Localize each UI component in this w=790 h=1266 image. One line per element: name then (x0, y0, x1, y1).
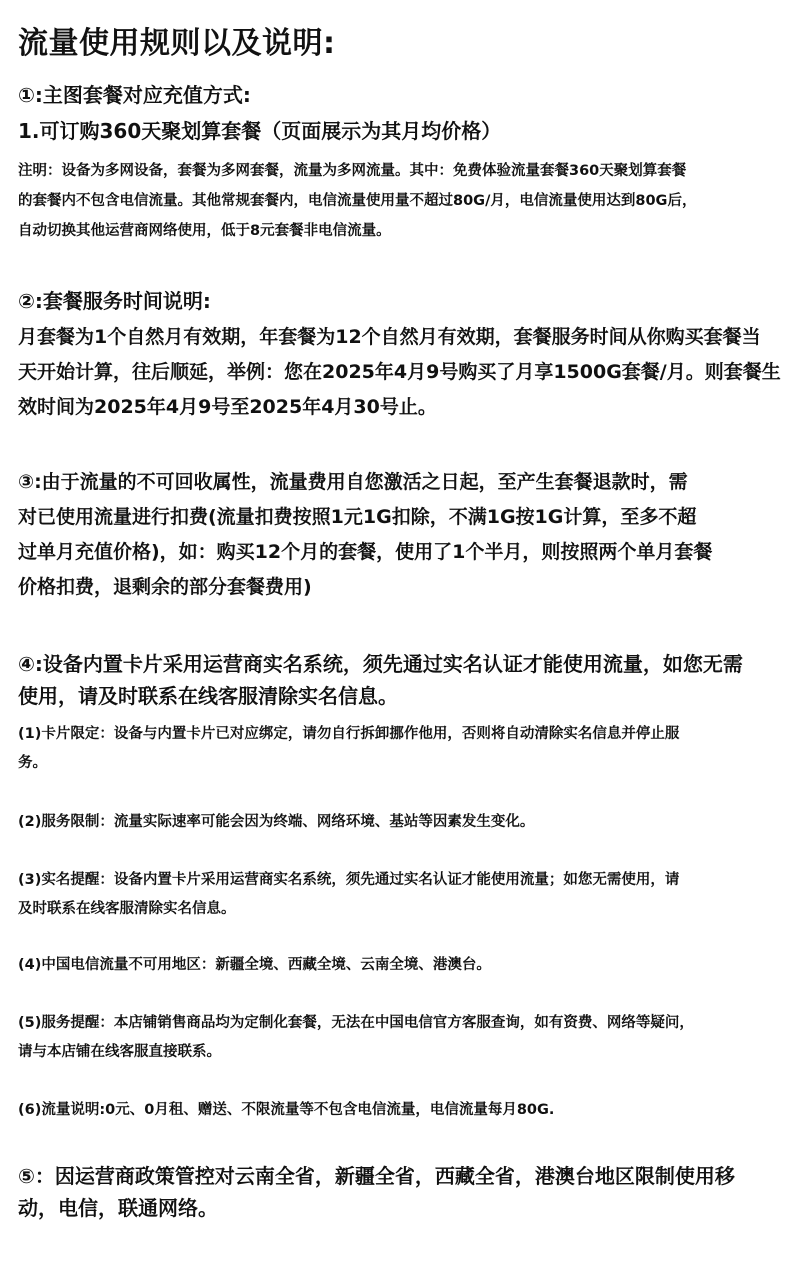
item-line: (2)服务限制：流量实际速率可能会因为终端、网络环境、基站等因素发生变化。 (18, 814, 535, 830)
note-line: 自动切换其他运营商网络使用，低于8元套餐非电信流量。 (18, 223, 391, 239)
paragraph-line: 动，电信，联通网络。 (18, 1196, 218, 1220)
section-4-item-4 (18, 951, 778, 980)
page-title: 流量使用规则以及说明: (18, 26, 336, 61)
paragraph-line: 效时间为2025年4月9号至2025年4月30号止。 (18, 396, 437, 418)
section-3-body (18, 465, 778, 605)
paragraph-line: 使用，请及时联系在线客服清除实名信息。 (18, 684, 398, 708)
item-line: 及时联系在线客服清除实名信息。 (18, 901, 236, 917)
section-2-heading: ②:套餐服务时间说明: (18, 289, 211, 313)
paragraph-line: 过单月充值价格)，如：购买12个月的套餐，使用了1个半月，则按照两个单月套餐 (18, 541, 713, 563)
section-2-body (18, 320, 781, 425)
item-line: (4)中国电信流量不可用地区：新疆全境、西藏全境、云南全境、港澳台。 (18, 957, 491, 973)
item-line: 请与本店铺在线客服直接联系。 (18, 1044, 221, 1060)
section-5-body (18, 1160, 778, 1224)
paragraph-line: 天开始计算，往后顺延，举例：您在2025年4月9号购买了月享1500G套餐/月。则套餐生 (18, 361, 781, 383)
item-line: (5)服务提醒：本店铺销售商品均为定制化套餐，无法在中国电信官方客服查询，如有资费、网络等疑问， (18, 1015, 694, 1031)
section-4-item-5 (18, 1009, 778, 1067)
note-line: 注明：设备为多网设备，套餐为多网套餐，流量为多网流量。其中：免费体验流量套餐360天聚划算套餐 (18, 163, 687, 179)
paragraph-line: ⑤：因运营商政策管控对云南全省，新疆全省，西藏全省，港澳台地区限制使用移 (18, 1164, 735, 1188)
item-line: (1)卡片限定：设备与内置卡片已对应绑定，请勿自行拆卸挪作他用，否则将自动清除实名信息并停止服 (18, 726, 680, 742)
paragraph-line: 对已使用流量进行扣费(流量扣费按照1元1G扣除，不满1G按1G计算，至多不超 (18, 506, 697, 528)
section-1-heading: ①:主图套餐对应充值方式: (18, 83, 251, 107)
section-4-intro (18, 648, 778, 712)
paragraph-line: 价格扣费，退剩余的部分套餐费用) (18, 576, 312, 598)
paragraph-line: ④:设备内置卡片采用运营商实名系统，须先通过实名认证才能使用流量，如您无需 (18, 652, 743, 676)
section-1-item: 1.可订购360天聚划算套餐（页面展示为其月均价格） (18, 119, 502, 143)
section-4-item-3 (18, 866, 778, 924)
item-line: (6)流量说明:0元、0月租、赠送、不限流量等不包含电信流量，电信流量每月80G. (18, 1102, 555, 1118)
note-line: 的套餐内不包含电信流量。其他常规套餐内，电信流量使用量不超过80G/月，电信流量使用达到80G后， (18, 193, 697, 209)
section-4-item-1 (18, 720, 778, 778)
item-line: 务。 (18, 755, 47, 771)
section-1-note (18, 156, 778, 246)
item-line: (3)实名提醒：设备内置卡片采用运营商实名系统，须先通过实名认证才能使用流量；如您无需使用，请 (18, 872, 680, 888)
paragraph-line: ③:由于流量的不可回收属性，流量费用自您激活之日起，至产生套餐退款时，需 (18, 471, 688, 493)
section-4-item-6 (18, 1096, 778, 1125)
section-4-item-2 (18, 808, 778, 837)
paragraph-line: 月套餐为1个自然月有效期，年套餐为12个自然月有效期，套餐服务时间从你购买套餐当 (18, 326, 761, 348)
